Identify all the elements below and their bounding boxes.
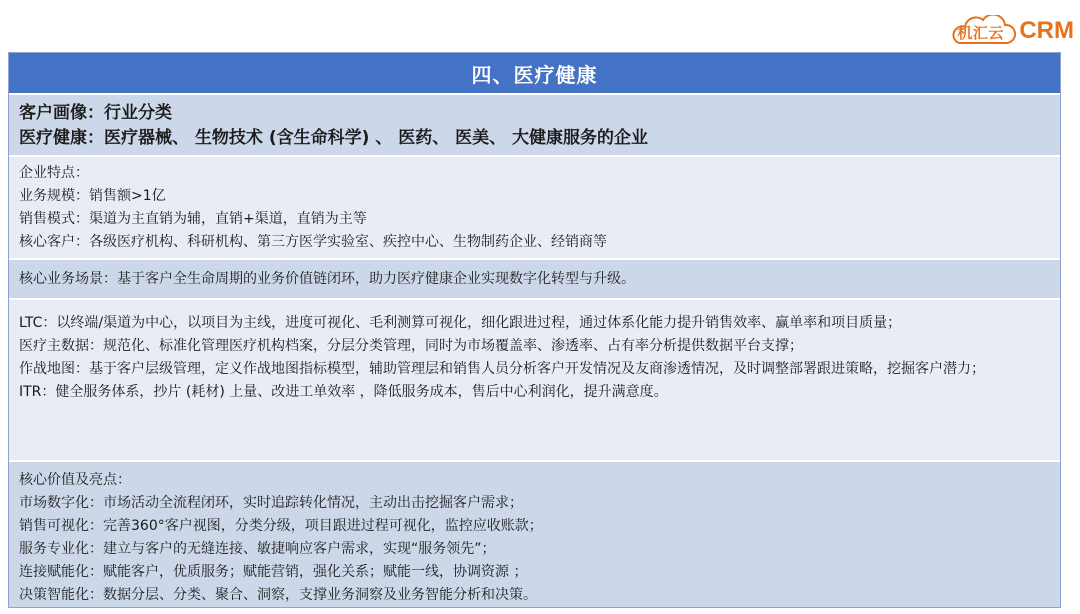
module-item: LTC：以终端/渠道为中心，以项目为主线，进度可视化、毛利测算可视化，细化跟进过程，通过体系化能力提升销售效率、赢单率和项目质量； [19, 315, 902, 331]
feature-item: 业务规模：销售额>1亿 [19, 188, 166, 204]
industry-table [8, 52, 1061, 608]
persona-line-2: 医疗健康：医疗器械、 生物技术 (含生命科学) 、 医药、 医美、 大健康服务的企业 [19, 128, 649, 148]
module-item: ITR：健全服务体系，抄片 (耗材) 上量、改进工单效率 ，降低服务成本，售后中心利润化，提升满意度。 [19, 384, 668, 400]
features-row [9, 157, 1060, 260]
logo-crm-text: CRM [1019, 17, 1074, 44]
logo-cn-text: 机汇云 [957, 24, 1004, 42]
value-item: 市场数字化：市场活动全流程闭环，实时追踪转化情况，主动出击挖掘客户需求； [19, 495, 523, 511]
features-title: 企业特点： [19, 165, 89, 181]
brand-logo [949, 14, 1074, 48]
value-item: 服务专业化：建立与客户的无缝连接、敏捷响应客户需求，实现“服务领先”； [19, 541, 496, 557]
modules-row [9, 300, 1060, 462]
module-item: 医疗主数据：规范化、标准化管理医疗机构档案，分层分类管理，同时为市场覆盖率、渗透率、占有率分析提供数据平台支撑； [19, 338, 803, 354]
values-row [9, 462, 1060, 607]
values-title: 核心价值及亮点： [19, 472, 131, 488]
persona-line-1: 客户画像：行业分类 [19, 103, 172, 123]
feature-item: 销售模式：渠道为主直销为辅，直销+渠道，直销为主等 [19, 211, 367, 227]
cloud-logo-icon [949, 15, 1017, 47]
scenario-text: 核心业务场景：基于客户全生命周期的业务价值链闭环，助力医疗健康企业实现数字化转型与升级。 [19, 270, 635, 287]
feature-item: 核心客户：各级医疗机构、科研机构、第三方医学实验室、疾控中心、生物制药企业、经销商等 [19, 234, 607, 250]
value-item: 决策智能化：数据分层、分类、聚合、洞察，支撑业务洞察及业务智能分析和决策。 [19, 587, 537, 603]
value-item: 销售可视化：完善360°客户视图，分类分级，项目跟进过程可视化，监控应收账款； [19, 518, 543, 534]
value-item: 连接赋能化：赋能客户，优质服务；赋能营销，强化关系；赋能一线，协调资源 ； [19, 564, 528, 580]
scenario-row [9, 260, 1060, 300]
persona-row [9, 95, 1060, 157]
module-item: 作战地图：基于客户层级管理，定义作战地图指标模型，辅助管理层和销售人员分析客户开发情况及友商渗透情况，及时调整部署跟进策略，挖掘客户潜力； [19, 361, 985, 377]
section-title: 四、医疗健康 [9, 53, 1060, 95]
